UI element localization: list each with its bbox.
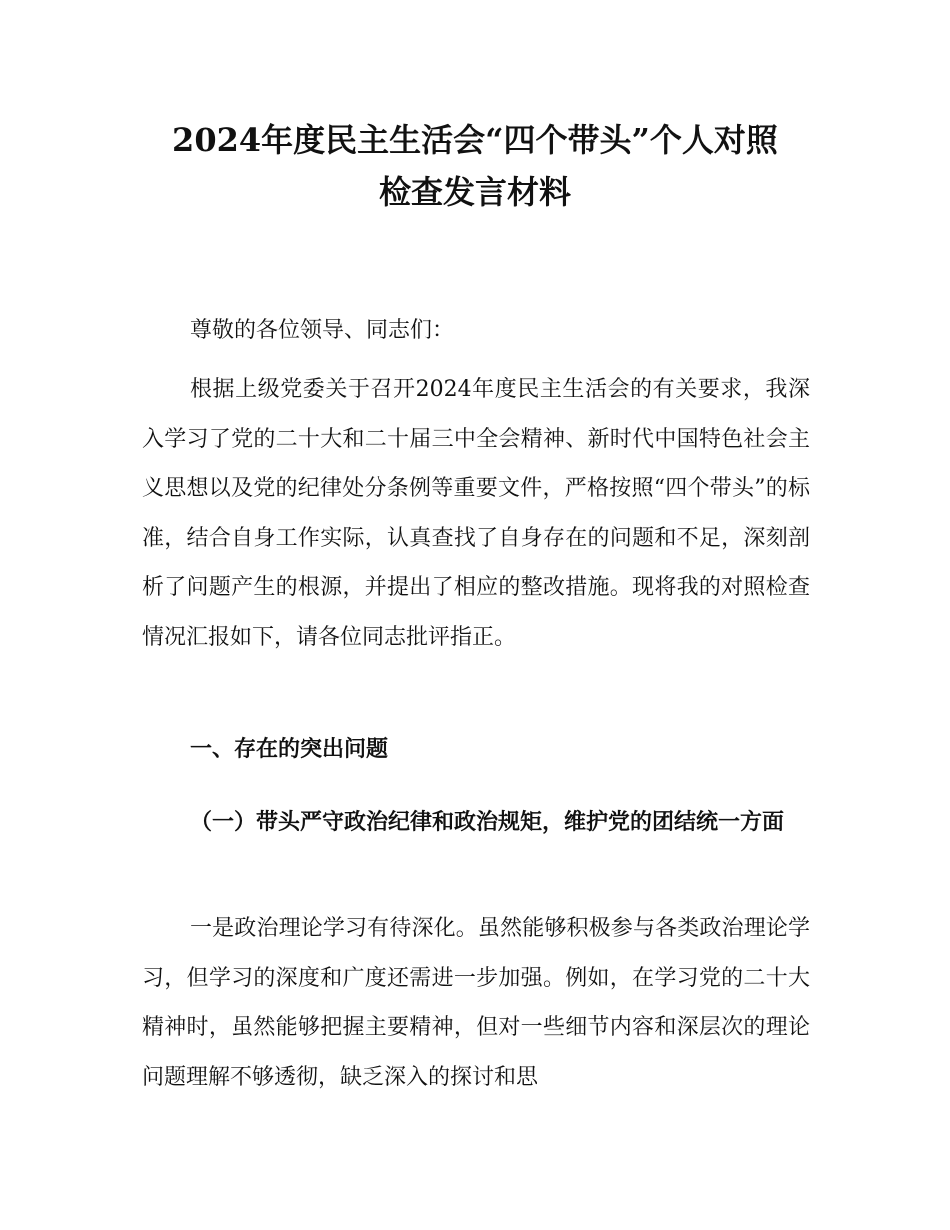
body-paragraph: 一是政治理论学习有待深化。虽然能够积极参与各类政治理论学习，但学习的深度和广度还需进一步加强。例如，在学习党的二十大精神时，虽然能够把握主要精神，但对一些细节内容和深层次的理论问题理解不够透彻，缺乏深入的探讨和思 — [142, 916, 810, 1090]
subsection-heading: （一）带头严守政治纪律和政治规矩，维护党的团结统一方面 — [190, 810, 785, 835]
section-heading: 一、存在的突出问题 — [190, 737, 389, 762]
intro-paragraph: 根据上级党委关于召开2024年度民主生活会的有关要求，我深入学习了党的二十大和二十届三中全会精神、新时代中国特色社会主义思想以及党的纪律处分条例等重要文件，严格按照“四个带头”的标准，结合自身工作实际，认真查找了自身存在的问题和不足，深刻剖析了问题产生的根源，并提出了相应的整改措施。现将我的对照检查情况汇报如下，请各位同志批评指正。 — [142, 377, 810, 650]
salutation: 尊敬的各位领导、同志们： — [190, 318, 455, 343]
document-title-line-2: 检查发言材料 — [378, 173, 571, 211]
document-title-line-1: 2024年度民主生活会“四个带头”个人对照 — [172, 121, 778, 159]
document-title — [120, 114, 830, 218]
